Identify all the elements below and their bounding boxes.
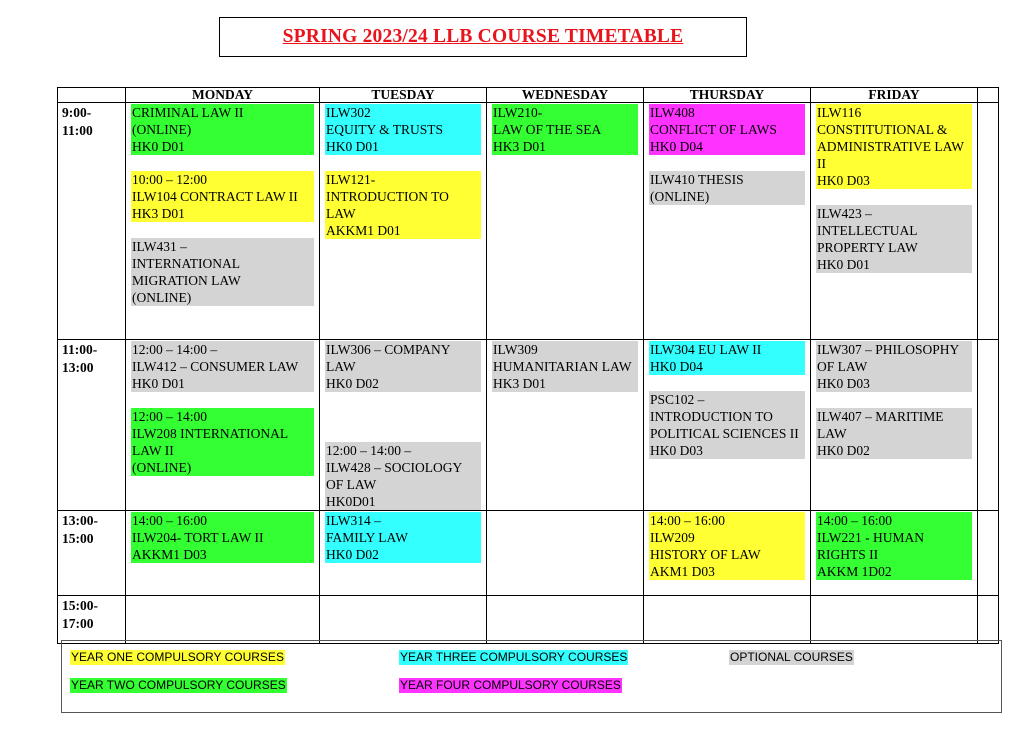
legend	[61, 640, 1002, 713]
course-text: HK0 D02	[817, 443, 870, 458]
course-entry	[325, 104, 481, 155]
course-entry	[649, 341, 805, 375]
course-entry	[131, 512, 314, 563]
course-line	[325, 476, 481, 493]
course-text: II	[817, 156, 826, 171]
time-row	[58, 596, 999, 644]
course-entry	[816, 408, 972, 459]
course-text: ADMINISTRATIVE LAW	[817, 139, 965, 154]
course-line	[131, 408, 314, 425]
course-line	[816, 425, 972, 442]
course-entry	[816, 104, 972, 189]
course-line	[131, 205, 314, 222]
course-line	[649, 425, 805, 442]
course-line	[131, 238, 314, 255]
course-text: LAW	[817, 426, 847, 441]
course-text: CRIMINAL LAW II	[132, 105, 244, 120]
course-text: RIGHTS II	[817, 547, 879, 562]
extra-cell	[978, 596, 999, 644]
course-text: ILW302	[326, 105, 371, 120]
course-text: ILW210-	[493, 105, 543, 120]
course-line	[131, 512, 314, 529]
course-entry	[325, 442, 481, 510]
course-line	[649, 529, 805, 546]
course-line	[816, 546, 972, 563]
time-slot: 15:00- 17:00	[62, 598, 98, 631]
course-line	[649, 171, 805, 188]
legend-year-four: YEAR FOUR COMPULSORY COURSES	[400, 678, 621, 692]
course-line	[649, 442, 805, 459]
course-text: MIGRATION LAW	[132, 273, 241, 288]
course-line	[325, 358, 481, 375]
course-text: ILW116	[817, 105, 862, 120]
course-text: 12:00 – 14:00	[132, 409, 208, 424]
timetable	[57, 87, 999, 644]
course-text: ILW208 INTERNATIONAL	[132, 426, 289, 441]
course-entry	[325, 171, 481, 239]
course-line	[325, 171, 481, 188]
course-line	[131, 459, 314, 476]
course-text: CONSTITUTIONAL &	[817, 122, 948, 137]
course-line	[816, 529, 972, 546]
course-text: INTRODUCTION TO	[650, 409, 773, 424]
course-text: 14:00 – 16:00	[132, 513, 208, 528]
course-line	[325, 188, 481, 205]
course-line	[492, 121, 638, 138]
header-row	[58, 88, 999, 103]
course-line	[649, 341, 805, 358]
empty-cell	[126, 596, 320, 644]
course-line	[816, 138, 972, 155]
course-line	[131, 289, 314, 306]
time-slot-cell	[58, 511, 126, 596]
course-text: ILW412 – CONSUMER LAW	[132, 359, 299, 374]
course-text: ILW314 –	[326, 513, 381, 528]
course-text: EQUITY & TRUSTS	[326, 122, 444, 137]
course-line	[816, 375, 972, 392]
course-text: OF LAW	[326, 477, 377, 492]
course-line	[131, 138, 314, 155]
class-cell	[644, 340, 811, 511]
course-text: HK0 D04	[650, 139, 703, 154]
course-line	[816, 442, 972, 459]
day-header-wednesday: WEDNESDAY	[487, 88, 644, 103]
course-entry	[131, 171, 314, 222]
course-line	[492, 138, 638, 155]
course-entry	[492, 104, 638, 155]
legend-year-one: YEAR ONE COMPULSORY COURSES	[71, 650, 284, 664]
course-text: AKKM1 D01	[326, 223, 401, 238]
course-line	[492, 375, 638, 392]
course-text: (ONLINE)	[132, 460, 192, 475]
course-text: LAW II	[132, 443, 174, 458]
course-text: HK3 D01	[132, 206, 185, 221]
course-text: ILW104 CONTRACT LAW II	[132, 189, 298, 204]
course-text: FAMILY LAW	[326, 530, 408, 545]
course-text: ILW221 - HUMAN	[817, 530, 924, 545]
course-text: AKM1 D03	[650, 564, 715, 579]
course-entry	[325, 341, 481, 392]
time-row	[58, 511, 999, 596]
class-cell	[320, 340, 487, 511]
class-cell	[811, 103, 978, 340]
course-text: ILW204- TORT LAW II	[132, 530, 264, 545]
title-box	[219, 17, 747, 57]
course-text: CONFLICT OF LAWS	[650, 122, 777, 137]
course-text: ILW407 – MARITIME	[817, 409, 944, 424]
time-slot-cell	[58, 596, 126, 644]
course-text: HK0 D03	[650, 443, 703, 458]
course-line	[492, 104, 638, 121]
course-entry	[131, 238, 314, 306]
class-cell	[320, 103, 487, 340]
course-entry	[816, 205, 972, 273]
class-cell	[644, 511, 811, 596]
day-header-thursday: THURSDAY	[644, 88, 811, 103]
course-text: HK0 D02	[326, 547, 379, 562]
course-entry	[816, 341, 972, 392]
course-line	[649, 546, 805, 563]
course-text: 10:00 – 12:00	[132, 172, 208, 187]
course-line	[649, 188, 805, 205]
course-line	[325, 104, 481, 121]
course-line	[816, 563, 972, 580]
course-entry	[492, 341, 638, 392]
course-line	[131, 121, 314, 138]
day-header-tuesday: TUESDAY	[320, 88, 487, 103]
legend-optional: OPTIONAL COURSES	[730, 650, 853, 664]
course-line	[131, 272, 314, 289]
time-slot: 13:00- 15:00	[62, 513, 98, 546]
course-line	[325, 459, 481, 476]
course-text: HK0 D04	[650, 359, 703, 374]
course-entry	[816, 512, 972, 580]
course-line	[816, 358, 972, 375]
course-text: ILW410 THESIS	[650, 172, 744, 187]
class-cell	[811, 340, 978, 511]
course-text: AKKM1 D03	[132, 547, 207, 562]
class-cell	[320, 511, 487, 596]
class-cell	[126, 511, 320, 596]
course-text: HK0 D01	[817, 257, 870, 272]
day-header-monday: MONDAY	[126, 88, 320, 103]
course-line	[325, 121, 481, 138]
course-line	[649, 138, 805, 155]
course-line	[649, 358, 805, 375]
course-line	[492, 358, 638, 375]
class-cell	[126, 103, 320, 340]
course-text: HK3 D01	[493, 376, 546, 391]
course-text: 14:00 – 16:00	[650, 513, 726, 528]
course-text: HUMANITARIAN LAW	[493, 359, 632, 374]
time-slot: 9:00- 11:00	[62, 105, 93, 138]
course-line	[131, 104, 314, 121]
course-text: ILW423 –	[817, 206, 872, 221]
course-line	[131, 546, 314, 563]
course-line	[816, 408, 972, 425]
course-text: LAW	[326, 359, 356, 374]
course-line	[816, 104, 972, 121]
course-text: 14:00 – 16:00	[817, 513, 893, 528]
course-text: 12:00 – 14:00 –	[132, 342, 218, 357]
page-title: SPRING 2023/24 LLB COURSE TIMETABLE	[282, 26, 684, 47]
course-text: INTELLECTUAL	[817, 223, 918, 238]
course-line	[131, 358, 314, 375]
course-line	[649, 563, 805, 580]
day-header-friday: FRIDAY	[811, 88, 978, 103]
empty-cell	[320, 596, 487, 644]
course-line	[325, 512, 481, 529]
course-line	[325, 205, 481, 222]
course-line	[131, 529, 314, 546]
course-text: HK0 D02	[326, 376, 379, 391]
time-slot: 11:00- 13:00	[62, 342, 98, 375]
course-text: ILW431 –	[132, 239, 187, 254]
class-cell	[811, 511, 978, 596]
legend-year-three: YEAR THREE COMPULSORY COURSES	[400, 650, 628, 664]
course-line	[131, 442, 314, 459]
course-line	[131, 375, 314, 392]
course-text: HISTORY OF LAW	[650, 547, 761, 562]
course-text: ILW309	[493, 342, 538, 357]
course-line	[649, 104, 805, 121]
course-entry	[649, 104, 805, 155]
course-text: ILW304 EU LAW II	[650, 342, 762, 357]
extra-cell	[978, 103, 999, 340]
course-entry	[649, 391, 805, 459]
course-text: (ONLINE)	[132, 290, 192, 305]
course-text: PROPERTY LAW	[817, 240, 918, 255]
course-text: HK0D01	[326, 494, 376, 509]
class-cell	[126, 340, 320, 511]
empty-cell	[811, 596, 978, 644]
course-text: AKKM 1D02	[817, 564, 892, 579]
course-text: POLITICAL SCIENCES II	[650, 426, 799, 441]
course-line	[816, 155, 972, 172]
course-line	[649, 121, 805, 138]
class-cell	[487, 511, 644, 596]
time-row	[58, 340, 999, 511]
time-row	[58, 103, 999, 340]
course-entry	[649, 512, 805, 580]
course-text: LAW OF THE SEA	[493, 122, 602, 137]
course-text: HK0 D01	[326, 139, 379, 154]
course-line	[325, 375, 481, 392]
course-line	[325, 222, 481, 239]
course-text: ILW408	[650, 105, 695, 120]
course-line	[649, 512, 805, 529]
extra-column-header	[978, 88, 999, 103]
course-text: (ONLINE)	[650, 189, 710, 204]
course-line	[325, 493, 481, 510]
course-line	[816, 341, 972, 358]
course-line	[131, 171, 314, 188]
course-line	[816, 256, 972, 273]
course-line	[325, 138, 481, 155]
course-text: 12:00 – 14:00 –	[326, 443, 412, 458]
class-cell	[487, 103, 644, 340]
course-text: INTERNATIONAL	[132, 256, 240, 271]
course-line	[325, 442, 481, 459]
class-cell	[644, 103, 811, 340]
course-line	[816, 222, 972, 239]
course-text: HK0 D01	[132, 376, 185, 391]
course-text: OF LAW	[817, 359, 868, 374]
course-line	[131, 255, 314, 272]
course-entry	[131, 408, 314, 476]
empty-cell	[644, 596, 811, 644]
course-text: ILW307 – PHILOSOPHY	[817, 342, 960, 357]
course-text: ILW209	[650, 530, 695, 545]
empty-cell	[487, 596, 644, 644]
course-text: PSC102 –	[650, 392, 705, 407]
course-line	[325, 546, 481, 563]
course-line	[816, 172, 972, 189]
course-line	[816, 205, 972, 222]
course-line	[816, 512, 972, 529]
course-line	[131, 425, 314, 442]
course-line	[325, 529, 481, 546]
legend-year-two: YEAR TWO COMPULSORY COURSES	[71, 678, 286, 692]
time-slot-cell	[58, 103, 126, 340]
course-text: ILW428 – SOCIOLOGY	[326, 460, 463, 475]
class-cell	[487, 340, 644, 511]
course-line	[649, 391, 805, 408]
course-line	[816, 239, 972, 256]
course-line	[131, 188, 314, 205]
time-slot-cell	[58, 340, 126, 511]
course-entry	[131, 341, 314, 392]
course-text: ILW306 – COMPANY	[326, 342, 451, 357]
extra-cell	[978, 340, 999, 511]
course-text: INTRODUCTION TO	[326, 189, 449, 204]
course-line	[649, 408, 805, 425]
course-text: (ONLINE)	[132, 122, 192, 137]
course-text: ILW121-	[326, 172, 376, 187]
corner-cell	[58, 88, 126, 103]
course-line	[131, 341, 314, 358]
course-text: HK0 D03	[817, 173, 870, 188]
course-line	[816, 121, 972, 138]
course-text: HK0 D01	[132, 139, 185, 154]
course-entry	[131, 104, 314, 155]
course-line	[325, 341, 481, 358]
course-entry	[325, 512, 481, 563]
course-text: LAW	[326, 206, 356, 221]
course-text: HK3 D01	[493, 139, 546, 154]
course-text: HK0 D03	[817, 376, 870, 391]
course-entry	[649, 171, 805, 205]
extra-cell	[978, 511, 999, 596]
course-line	[492, 341, 638, 358]
